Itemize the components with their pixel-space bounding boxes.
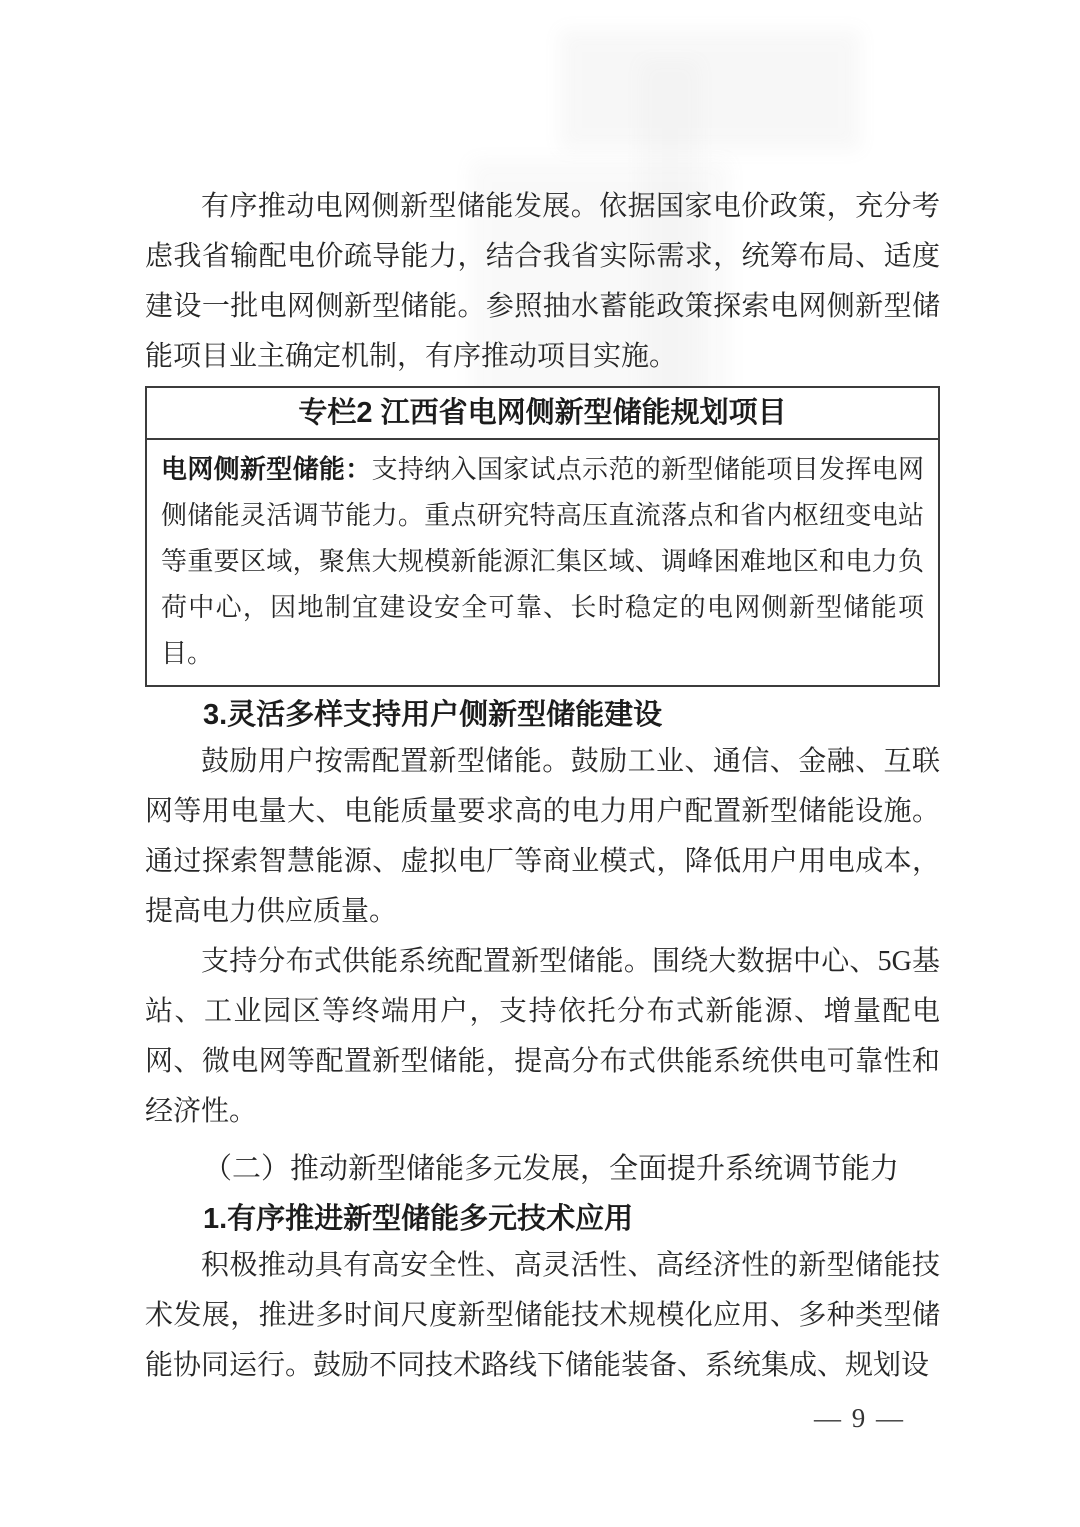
callout-box-title: 专栏2 江西省电网侧新型储能规划项目	[147, 388, 938, 440]
page-number: — 9 —	[814, 1403, 905, 1433]
heading-section-2-diverse-development: （二）推动新型储能多元发展，全面提升系统调节能力	[203, 1153, 900, 1185]
paragraph-distributed-energy: 支持分布式供能系统配置新型储能。围绕大数据中心、5G基站、工业园区等终端用户，支持依托分布式新能源、增量配电网、微电网等配置新型储能，提高分布式供能系统供电可靠性和经济性。	[145, 946, 940, 1127]
paragraph-grid-side-storage: 有序推动电网侧新型储能发展。依据国家电价政策，充分考虑我省输配电价疏导能力，结合我省实际需求，统筹布局、适度建设一批电网侧新型储能。参照抽水蓄能政策探索电网侧新型储能项目业主确定机制，有序推动项目实施。	[145, 191, 940, 372]
document-content	[145, 0, 940, 1435]
paragraph-user-side-1: 鼓励用户按需配置新型储能。鼓励工业、通信、金融、互联网等用电量大、电能质量要求高的电力用户配置新型储能设施。通过探索智慧能源、虚拟电厂等商业模式，降低用户用电成本，提高电力供应质量。	[145, 746, 940, 927]
callout-box-text: 支持纳入国家试点示范的新型储能项目发挥电网侧储能灵活调节能力。重点研究特高压直流落点和省内枢纽变电站等重要区域，聚焦大规模新能源汇集区域、调峰困难地区和电力负荷中心，因地制宜建设安全可靠、长时稳定的电网侧新型储能项目。	[161, 455, 924, 668]
heading-1-tech-application: 1.有序推进新型储能多元技术应用	[203, 1203, 634, 1235]
callout-box-body	[147, 440, 938, 685]
heading-3-user-side-storage: 3.灵活多样支持用户侧新型储能建设	[203, 699, 663, 731]
paragraph-tech-development: 积极推动具有高安全性、高灵活性、高经济性的新型储能技术发展，推进多时间尺度新型储能技术规模化应用、多种类型储能协同运行。鼓励不同技术路线下储能装备、系统集成、规划设	[145, 1250, 940, 1381]
callout-box-column-2	[145, 386, 940, 687]
callout-box-lead-term: 电网侧新型储能：	[161, 454, 372, 484]
